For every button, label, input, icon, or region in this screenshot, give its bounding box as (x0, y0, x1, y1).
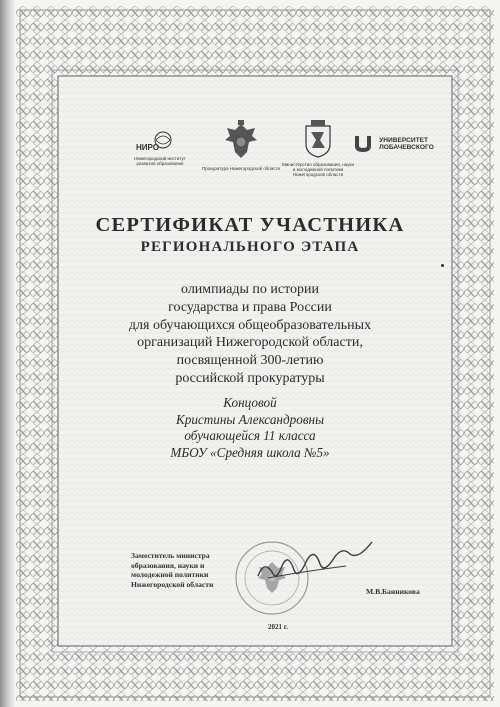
university-logo (352, 133, 447, 155)
description-line: государства и права России (168, 299, 332, 315)
recipient-given-names: Кристины Александровны (175, 411, 325, 427)
description-line: посвященной 300-летию (176, 353, 324, 369)
ministry-caption: Министерство образования, науки и молодежной политики Нижегородской области (282, 162, 354, 177)
signer-position-line: молодежной политики (131, 570, 209, 579)
university-line2: ЛОБАЧЕВСКОГО (379, 144, 434, 151)
description-line: российской прокуратуры (175, 370, 325, 386)
signer-position-line: Заместитель министра (131, 551, 210, 560)
regional-coat-of-arms-icon (302, 118, 334, 158)
prosecutor-logo (196, 118, 286, 171)
certificate-title: СЕРТИФИКАТ УЧАСТНИКА (95, 214, 405, 236)
signer-position-line: Нижегородской области (131, 579, 214, 589)
description-line: организаций Нижегородской области, (137, 335, 363, 351)
handwritten-signature-icon (250, 532, 380, 592)
double-headed-eagle-icon (221, 118, 261, 162)
niro-caption: Нижегородский институт развития образования (134, 156, 186, 166)
recipient-grade: обучающейся 11 класса (184, 428, 316, 443)
prosecutor-caption: Прокуратура Нижегородской области (201, 166, 281, 171)
university-emblem-icon (352, 133, 374, 155)
scan-edge (0, 0, 14, 707)
ink-speck (441, 264, 444, 267)
signer-position (131, 551, 251, 589)
recipient-block (80, 395, 420, 461)
niro-title: НИРО (136, 143, 159, 152)
olympiad-description (80, 281, 420, 388)
university-line1: УНИВЕРСИТЕТ (379, 136, 429, 144)
description-line: олимпиады по истории (181, 282, 319, 297)
certificate-subtitle: РЕГИОНАЛЬНОГО ЭТАПА (140, 239, 360, 255)
recipient-school: МБОУ «Средняя школа №5» (170, 444, 330, 460)
signer-position-line: образования, науки и (131, 560, 205, 570)
signer-name: М.В.Банникова (366, 587, 420, 596)
ministry-logo (282, 118, 354, 177)
description-line: для обучающихся общеобразовательных (128, 317, 372, 333)
issue-year: 2021 г. (268, 623, 288, 631)
recipient-surname: Концовой (223, 395, 277, 410)
niro-logo (130, 130, 190, 166)
niro-emblem-icon (130, 130, 190, 152)
